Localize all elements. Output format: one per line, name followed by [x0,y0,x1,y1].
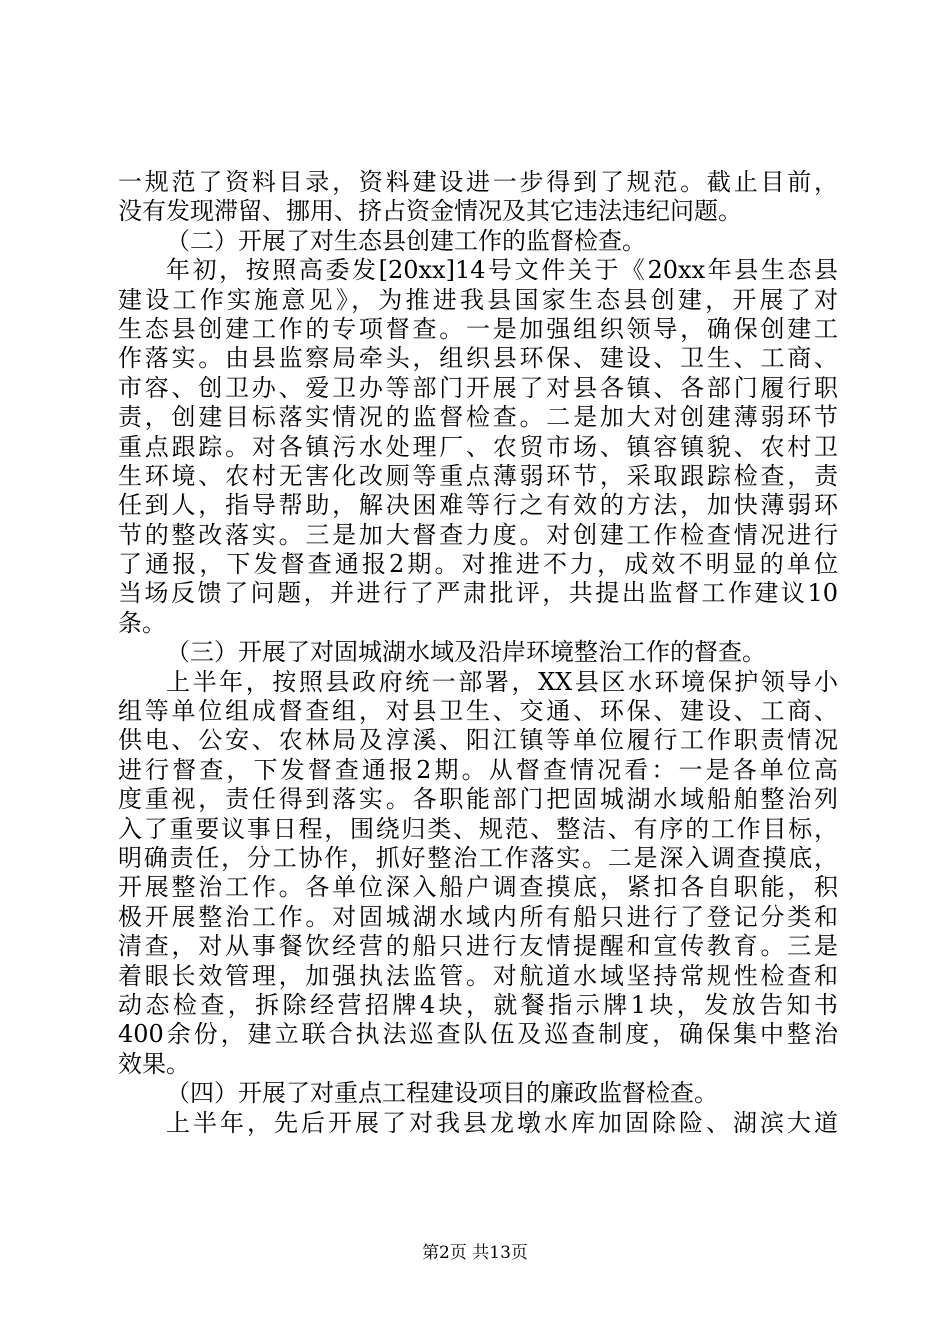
text-line: 年初，按照高委发[20xx]14号文件关于《20xx年县生态县 [166,256,838,285]
text-line: 效果。 [118,1049,190,1078]
text-line: 上半年，按照县政府统一部署，XX县区水环境保护领导小 [166,667,838,696]
text-line: 重点跟踪。对各镇污水处理厂、农贸市场、镇容镇貌、农村卫 [118,432,838,461]
text-line: 组等单位组成督查组，对县卫生、交通、环保、建设、工商、 [118,697,838,726]
text-line: 生态县创建工作的专项督查。一是加强组织领导，确保创建工 [118,314,838,343]
text-line: 一规范了资料目录，资料建设进一步得到了规范。截止目前， [118,168,838,196]
text-line: 供电、公安、农林局及淳溪、阳江镇等单位履行工作职责情况 [118,726,838,755]
text-line: 清查，对从事餐饮经营的船只进行友情提醒和宣传教育。三是 [118,932,838,961]
text-line: 条。 [118,608,166,637]
section-heading: （三）开展了对固城湖水域及沿岸环境整治工作的督查。 [166,638,766,667]
text-line: 着眼长效管理，加强执法监管。对航道水域坚持常规性检查和 [118,961,838,990]
text-line: 作落实。由县监察局牵头，组织县环保、建设、卫生、工商、 [118,344,838,373]
text-line: 明确责任，分工协作，抓好整治工作落实。二是深入调查摸底， [118,843,838,872]
text-line: 生环境、农村无害化改厕等重点薄弱环节，采取跟踪检查，责 [118,461,838,490]
text-line: 没有发现滞留、挪用、挤占资金情况及其它违法违纪问题。 [118,197,742,226]
text-line: 入了重要议事日程，围绕归类、规范、整洁、有序的工作目标， [118,814,838,843]
text-line: 上半年，先后开展了对我县龙墩水库加固除险、湖滨大道 [166,1108,838,1137]
text-line: 极开展整治工作。对固城湖水域内所有船只进行了登记分类和 [118,902,838,931]
text-line: 市容、创卫办、爱卫办等部门开展了对县各镇、各部门履行职 [118,373,838,402]
text-line: 节的整改落实。三是加大督查力度。对创建工作检查情况进行 [118,520,838,549]
text-line: 度重视，责任得到落实。各职能部门把固城湖水域船舶整治列 [118,785,838,814]
text-line: 动态检查，拆除经营招牌4块，就餐指示牌1块，发放告知书 [118,990,838,1019]
text-line: 了通报，下发督查通报2期。对推进不力，成效不明显的单位 [118,550,838,579]
section-heading: （四）开展了对重点工程建设项目的廉政监督检查。 [166,1079,718,1108]
page-footer: 第2页 共13页 [422,1243,528,1263]
text-line: 400余份，建立联合执法巡查队伍及巡查制度，确保集中整治 [118,1020,838,1049]
text-line: 责，创建目标落实情况的监督检查。二是加大对创建薄弱环节 [118,403,838,432]
text-line: 进行督查，下发督查通报2期。从督查情况看：一是各单位高 [118,755,838,784]
section-heading: （二）开展了对生态县创建工作的监督检查。 [166,226,646,255]
text-line: 开展整治工作。各单位深入船户调查摸底，紧扣各自职能，积 [118,873,838,902]
body-text [118,168,838,1138]
text-line: 建设工作实施意见》，为推进我县国家生态县创建，开展了对 [118,285,838,314]
text-line: 当场反馈了问题，并进行了严肃批评，共提出监督工作建议10 [118,579,838,608]
text-line: 任到人，指导帮助，解决困难等行之有效的方法，加快薄弱环 [118,491,838,520]
